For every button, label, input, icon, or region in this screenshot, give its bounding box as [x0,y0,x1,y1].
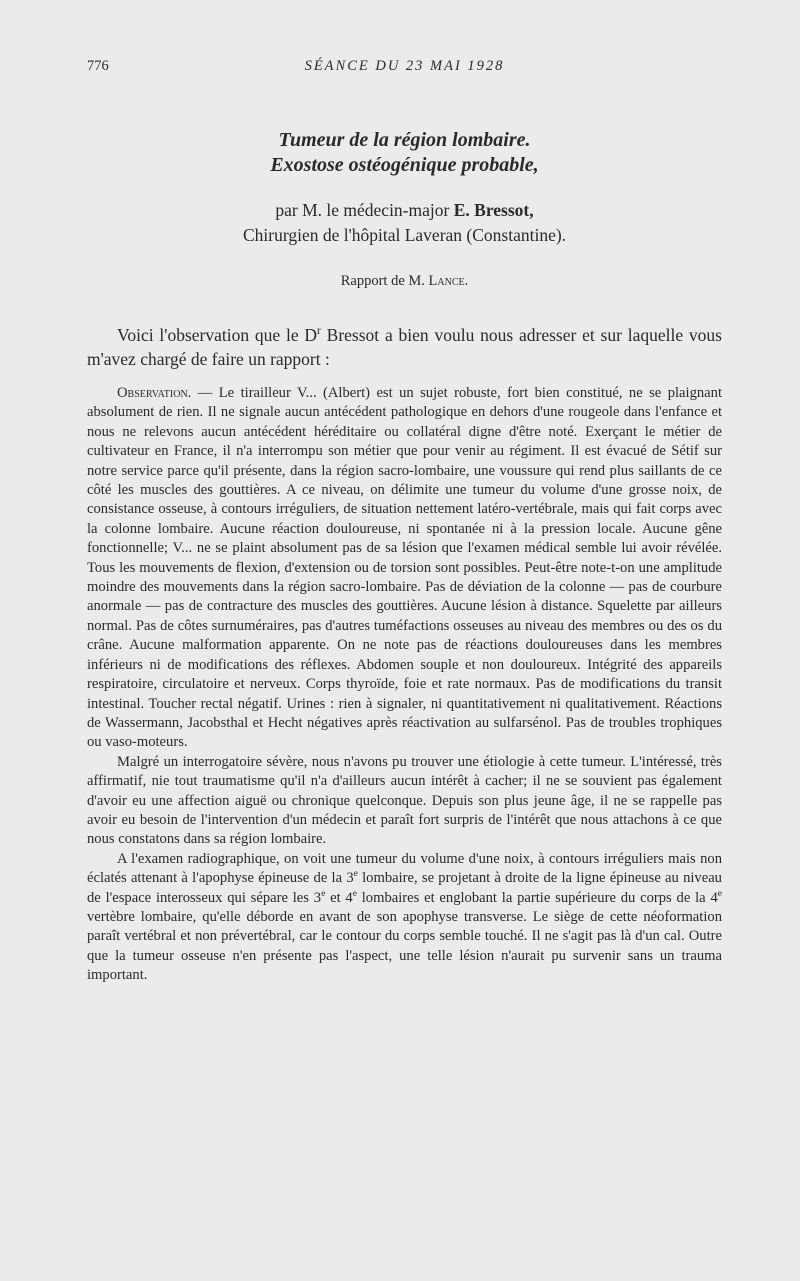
radiography-text-3: et 4 [325,889,353,906]
intro-paragraph [87,323,722,371]
article-title [87,128,722,178]
ordinal-superscript: e [353,869,358,880]
running-head [87,58,722,78]
ordinal-superscript: e [717,888,722,899]
byline-author-line [87,198,722,223]
author-affiliation: Chirurgien de l'hôpital Laveran (Constantine). [242,225,567,245]
observation-lead: Observation. [117,385,192,401]
radiography-text-4: lombaires et englobant la partie supérieure du corps de la 4 [356,889,718,906]
ordinal-superscript: e [321,888,326,899]
article-title-line-2: Exostose ostéogénique probable, [270,154,539,176]
page-number: 776 [87,58,109,74]
article-title-line-1: Tumeur de la région lombaire. [278,129,531,151]
radiography-paragraph [87,850,722,986]
reporter-name: Lance. [428,273,469,289]
observation-paragraph [87,384,722,753]
author-name: E. Bressot, [453,200,534,220]
byline [87,198,722,248]
radiography-text-1: A l'examen radiographique, on voit une tumeur du volume d'une noix, à contours irréguliers mais non éclatés attenant à l'apophyse épineuse de la 3 [87,850,722,887]
report-line [87,273,722,290]
intro-text-start: Voici l'observation que le D [117,325,318,345]
radiography-text-5: vertèbre lombaire, qu'elle déborde en avant de son apophyse transverse. Le siège de cette néoformation paraît vertébral et non prévertébral, car le contour du corps semble touché. Il ne s'agit pas là d'un cal. Outre que la tumeur osseuse n'en présente pas l'aspect, une telle lésion n'aurait pu survenir sans un trauma important. [87,908,722,984]
radiography-text-2: lombaire, se projetant à droite de la ligne épineuse au niveau de l'espace interosseux qui sépare les 3 [87,870,722,906]
intro-superscript: r [317,325,321,338]
byline-prefix: par M. le médecin-major [275,200,450,220]
report-prefix: Rapport de M. [340,273,425,289]
journal-session-heading: SÉANCE DU 23 MAI 1928 [304,58,505,74]
observation-body [87,384,722,986]
ordinal-superscript: e [352,888,357,899]
observation-text: — Le tirailleur V... (Albert) est un sujet robuste, fort bien constitué, ne se plaignant absolument de rien. Il ne signale aucun antécédent pathologique en dehors d'une rougeole dans l'enfance et nous ne relevons aucun antécédent héréditaire ou collatéral digne d'être noté. Exerçant le métier de cultivateur en France, il n'a interrompu son métier que pour venir au régiment. Il est évacué de Sétif sur notre service parce qu'il présente, dans la région sacro-lombaire, une voussure qui rend plus saillants de ce côté les muscles des gouttières. A ce niveau, on délimite une tumeur du volume d'une grosse noix, de consistance osseuse, à contours irréguliers, de situation nettement latéro-vertébrale, mais qui fait corps avec la colonne lombaire. Aucune réaction douloureuse, ni spontanée ni à la pression locale. Aucune gêne fonctionnelle; V... ne se plaint absolument pas de sa lésion que l'examen médical semble lui avoir révélée. Tous les mouvements de flexion, d'extension ou de torsion sont possibles. Peut-être note-t-on une amplitude moindre des mouvements dans la région sacro-lombaire. Pas de déviation de la colonne — pas de courbure anormale — pas de contracture des muscles des gouttières. Aucune lésion à distance. Squelette par ailleurs normal. Pas de côtes surnuméraires, pas d'autres tuméfactions osseuses au niveau des membres ou des os du crâne. Aucune malformation apparente. On ne note pas de réactions douloureuses dans les membres inférieurs ni de modifications des réflexes. Abdomen souple et non douloureux. Intégrité des appareils respiratoire, circulatoire et nerveux. Corps thyroïde, foie et rate normaux. Pas de modifications du transit intestinal. Toucher rectal négatif. Urines : rien à signaler, ni quantitativement ni qualitativement. Réactions de Wassermann, Jacobsthal et Hecht négatives après réactivation au sulfarsénol. Pas de troubles trophiques ou vaso-moteurs. [87,385,722,751]
etiology-paragraph: Malgré un interrogatoire sévère, nous n'avons pu trouver une étiologie à cette tumeur. L'intéressé, très affirmatif, nie tout traumatisme qu'il n'a d'ailleurs aucun intérêt à cacher; il ne se souvient pas également d'avoir eu une affection aiguë ou chronique quelconque. Depuis son plus jeune âge, il ne se rappelle pas avoir eu besoin de l'intervention d'un médecin et paraît fort surpris de l'intérêt que nous attachons à ce que nous constatons dans sa région lombaire. [87,753,722,848]
intro-text-end: Bressot a bien voulu nous adresser et sur laquelle vous m'avez chargé de faire un rapport : [87,325,722,369]
